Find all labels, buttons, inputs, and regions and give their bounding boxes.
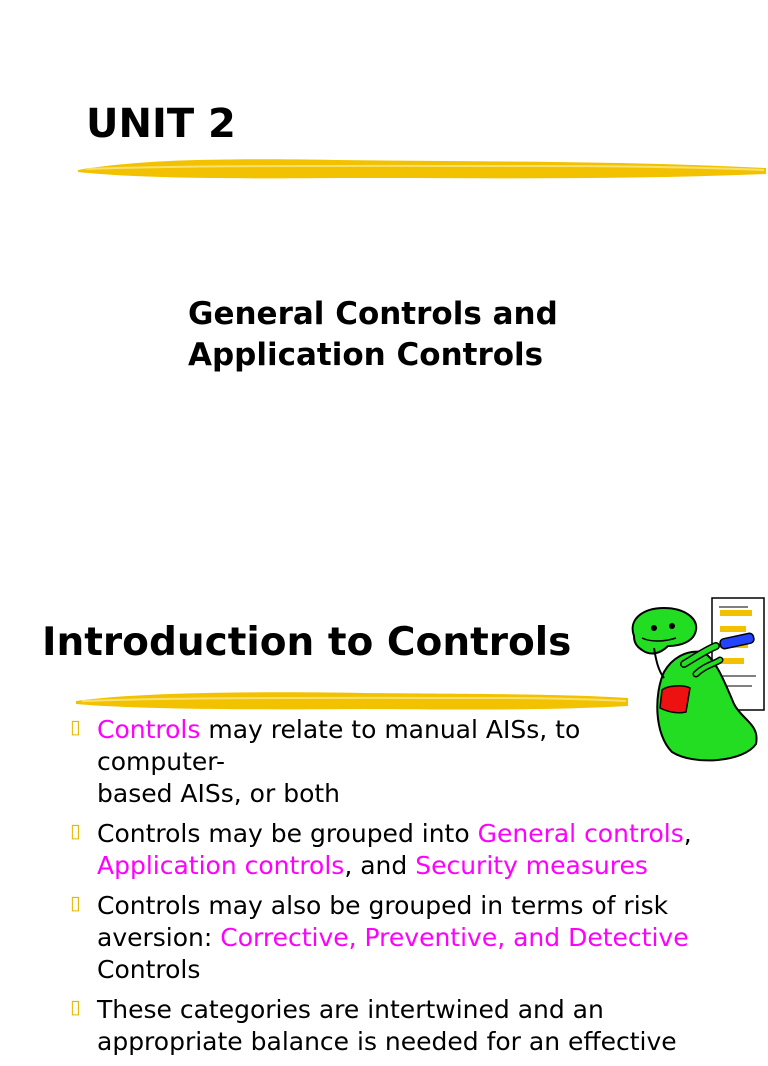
bullet-3-line-3: Controls: [97, 955, 201, 984]
bullet-2-line-2: [97, 850, 710, 882]
bullet-4-line-2: appropriate balance is needed for an effective: [97, 1027, 677, 1056]
bullet-list: [70, 714, 710, 1066]
bullet-3-line-1: Controls may also be grouped in terms of risk: [97, 891, 669, 920]
bullet-marker-icon: ▯: [70, 820, 81, 842]
unit-title: UNIT 2: [86, 101, 236, 147]
section-title: Introduction to Controls: [42, 620, 572, 665]
highlight-text: General controls: [477, 819, 684, 848]
bullet-3-line-2: [97, 922, 710, 954]
bullet-1-line-2: based AISs, or both: [97, 779, 341, 808]
highlight-text: Controls: [97, 715, 201, 744]
bullet-marker-icon: ▯: [70, 716, 81, 738]
highlight-text: Corrective, Preventive, and Detective: [220, 923, 689, 952]
highlight-text: Application controls: [97, 851, 345, 880]
title-underline-brush: [76, 154, 768, 184]
bullet-1-line-1: [97, 714, 710, 778]
bullet-2-line-1: [97, 818, 710, 850]
bullet-text: Controls may be grouped into: [97, 819, 478, 848]
bullet-marker-icon: ▯: [70, 892, 81, 914]
bullet-marker-icon: ▯: [70, 996, 81, 1018]
bullet-text: may relate to manual AISs, to computer-: [97, 715, 581, 776]
bullet-item: [70, 818, 710, 882]
bullet-4-line-1: These categories are intertwined and an: [97, 995, 604, 1024]
subtitle-line-2: Application Controls: [188, 337, 544, 373]
section-underline-brush: [74, 688, 630, 714]
subtitle-line-1: General Controls and: [188, 296, 558, 332]
bullet-text: ,: [683, 819, 692, 848]
bullet-text: aversion:: [97, 923, 221, 952]
highlight-text: Security measures: [415, 851, 648, 880]
bullet-item: [70, 714, 710, 810]
bullet-text: , and: [344, 851, 416, 880]
bullet-item: [70, 890, 710, 986]
bullet-item: [70, 994, 710, 1058]
slide-subtitle: [188, 294, 558, 376]
